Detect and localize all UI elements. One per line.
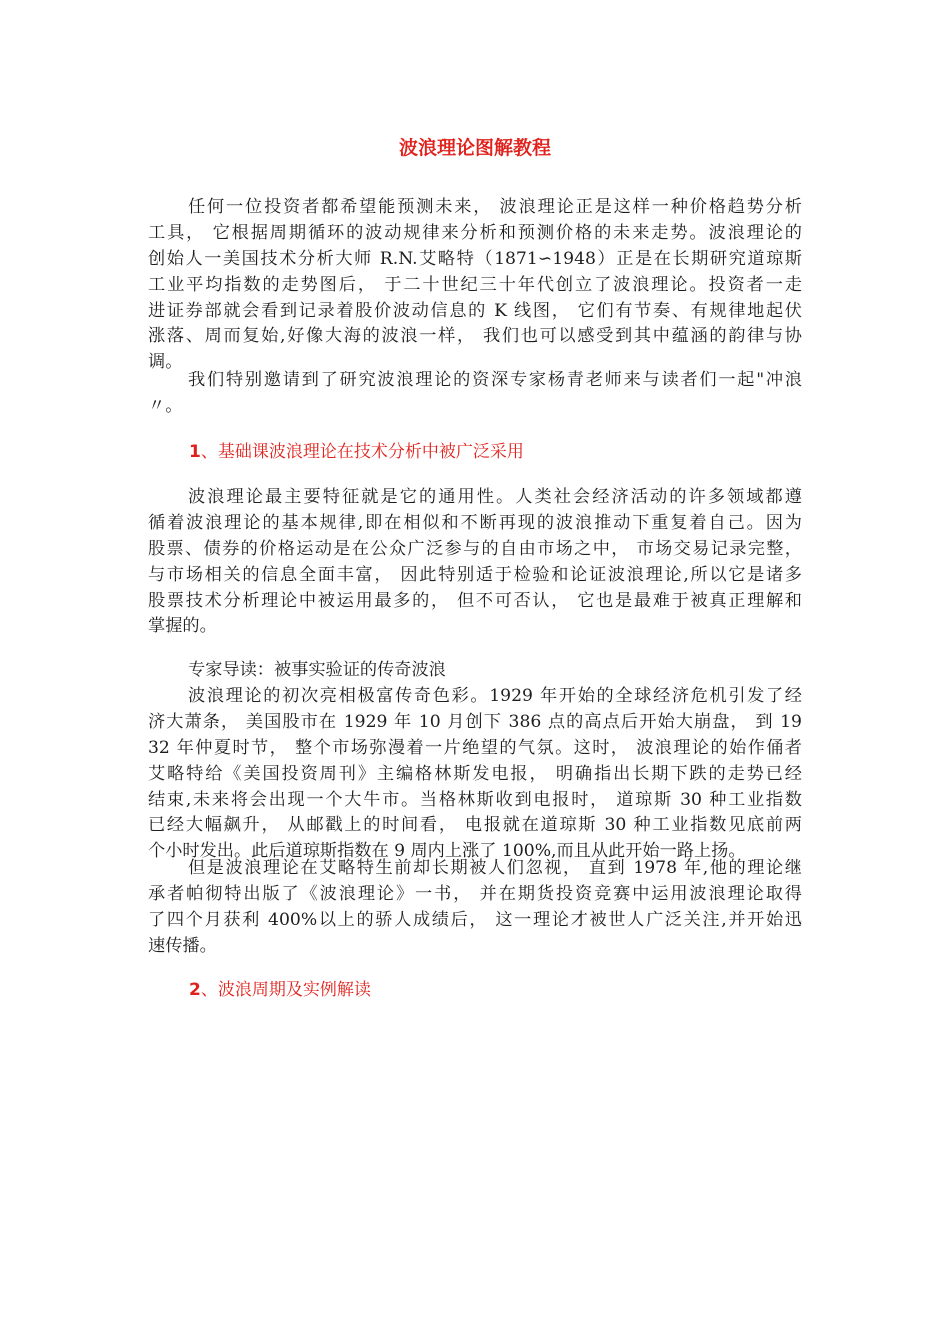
- section1-paragraph-3: [148, 856, 802, 960]
- text-line: 我们特别邀请到了研究波浪理论的资深专家杨青老师来与读者们一起"冲浪: [188, 370, 802, 390]
- text-line: 股票、债券的价格运动是在公众广泛参与的自由市场之中， 市场交易记录完整，: [148, 538, 802, 559]
- expert-guide-subheading: [148, 658, 802, 684]
- text-line: 工业平均指数的走势图后， 于二十世纪三十年代创立了波浪理论。投资者一走: [148, 274, 802, 295]
- text-line: 速传播。: [148, 935, 217, 956]
- text-line: 济大萧条， 美国股市在 1929 年 10 月创下 386 点的高点后开始大崩盘， 到 19: [148, 711, 802, 732]
- text-line: 波浪理论最主要特征就是它的通用性。人类社会经济活动的许多领域都遵: [188, 487, 802, 507]
- text-line: 〃。: [148, 395, 183, 416]
- section-heading-text: 、波浪周期及实例解读: [200, 980, 371, 1000]
- text-line: 工具， 它根据周期循环的波动规律来分析和预测价格的未来走势。波浪理论的: [148, 222, 802, 243]
- text-line: 结束,未来将会出现一个大牛市。当格林斯收到电报时， 道琼斯 30 种工业指数: [148, 789, 802, 810]
- section-heading-text: 、基础课波浪理论在技术分析中被广泛采用: [200, 442, 524, 462]
- section-number: 2: [189, 980, 201, 1000]
- text-line: 涨落、周而复始,好像大海的波浪一样， 我们也可以感受到其中蕴涵的韵律与协: [148, 326, 802, 347]
- text-line: 承者帕彻特出版了《波浪理论》一书， 并在期货投资竞赛中运用波浪理论取得: [148, 883, 802, 904]
- text-line: 任何一位投资者都希望能预测未来， 波浪理论正是这样一种价格趋势分析: [188, 197, 802, 217]
- text-line: 32 年仲夏时节， 整个市场弥漫着一片绝望的气氛。这时， 波浪理论的始作俑者: [148, 737, 802, 758]
- text-line: 调。: [148, 352, 183, 373]
- intro-paragraph-1: [148, 195, 802, 376]
- section-heading-1: [189, 439, 524, 465]
- text-line: 循着波浪理论的基本规律,即在相似和不断再现的波浪推动下重复着自己。因为: [148, 512, 802, 533]
- text-line: 艾略特给《美国投资周刊》主编格林斯发电报， 明确指出长期下跌的走势已经: [148, 763, 802, 784]
- text-line: 进证券部就会看到记录着股价波动信息的 K 线图， 它们有节奏、有规律地起伏: [148, 300, 802, 321]
- text-line: 个小时发出。此后道琼斯指数在 9 周内上涨了 100%,而且从此开始一路上扬。: [148, 841, 746, 862]
- text-line: 创始人一美国技术分析大师 R.N.艾略特（1871∽1948）正是在长期研究道琼斯: [148, 248, 802, 269]
- text-line: 与市场相关的信息全面丰富， 因此特别适于检验和论证波浪理论,所以它是诸多: [148, 564, 802, 585]
- document-title: 波浪理论图解教程: [398, 137, 551, 159]
- text-line: 波浪理论的初次亮相极富传奇色彩。1929 年开始的全球经济危机引发了经: [188, 686, 802, 706]
- text-line: 已经大幅飙升， 从邮戳上的时间看， 电报就在道琼斯 30 种工业指数见底前两: [148, 815, 802, 836]
- text-line: 专家导读：被事实验证的传奇波浪: [188, 660, 446, 680]
- text-line: 掌握的。: [148, 616, 217, 637]
- section-heading-2: [189, 977, 371, 1003]
- section-number: 1: [189, 442, 201, 462]
- section1-paragraph-2: [148, 684, 802, 865]
- text-line: 了四个月获利 400%以上的骄人成绩后， 这一理论才被世人广泛关注,并开始迅: [148, 909, 802, 930]
- text-line: 股票技术分析理论中被运用最多的， 但不可否认， 它也是最难于被真正理解和: [148, 590, 802, 611]
- text-line: 但是波浪理论在艾略特生前却长期被人们忽视， 直到 1978 年,他的理论继: [188, 858, 802, 878]
- section1-paragraph-1: [148, 485, 802, 640]
- intro-paragraph-2: [148, 368, 802, 420]
